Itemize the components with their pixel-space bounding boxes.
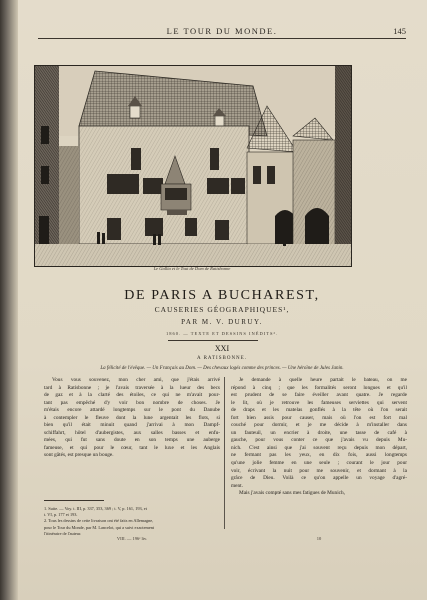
text-line: schiffahrt, hôtel d'aubergistes, aux salles basses et enfu-	[44, 429, 220, 436]
text-line: mées, qui fut sans doute en son temps une auberge	[44, 437, 220, 444]
footnote-line: pour le Tour du Monde, par M. Lancelot, qui a suivi exactement	[44, 524, 155, 530]
article-dates: 1860. — TEXTE ET DESSINS INÉDITS².	[165, 331, 279, 336]
text-line: le lit, où je retrouve les fameuses serviettes qui servent	[231, 399, 407, 406]
article-subtitle: CAUSERIES GÉOGRAPHIQUES¹,	[154, 305, 290, 314]
text-line: est prudent de se faire éveiller avant quatre. Je regarde	[231, 392, 407, 399]
column-divider	[224, 377, 225, 529]
text-line: Mais j'avais compté sans mes fatigues de Munich,	[239, 490, 345, 497]
footnote-line: l'itinéraire de l'auteur.	[44, 530, 82, 536]
text-line: de gaz et à la clarté des étoiles, ce qui ne m'avait pour-	[44, 392, 220, 399]
text-line: grâce de Dieu. Voilà ce qu'on appelle un voyage d'agré-	[231, 475, 407, 482]
footnotes	[44, 506, 220, 537]
text-line: qu'une jolie femme en une seule ; courant le jour pour	[231, 460, 407, 467]
text-line: de draps et les matelas gonflés à la tête où l'on serait	[231, 407, 407, 414]
gathering-number: 10	[316, 536, 322, 541]
footnote-rule	[44, 500, 104, 501]
running-head	[38, 24, 406, 39]
text-line: tant pas empêché d'y voir bon nombre de choses. Je	[44, 399, 220, 406]
text-line: un fauteuil, un encrier à droite, une tasse de café à	[231, 429, 407, 436]
footnote-line: t. VI, p. 177 et 193.	[44, 512, 78, 518]
text-line: à contempler le fleuve dont la lune argentait les flots, si	[44, 414, 220, 421]
text-line: couché pour dormir, et je me décide à m'installer dans	[231, 422, 407, 429]
divider-rule	[168, 340, 258, 341]
text-line: fort bien assis pour causer, mais où l'on est fort mal	[231, 414, 407, 421]
chapter-number: XXI	[214, 344, 230, 353]
text-line: ment.	[231, 482, 243, 489]
illustration-caption: Le Gallia et le Tout de Dom de Ratisbonne	[153, 266, 231, 271]
text-line: nich. C'est ainsi que j'ai souvent reçu depuis mon départ,	[231, 444, 407, 451]
footnote-line: 1. Suite. — Voy. t. III, p. 337, 353, 369 ; t. V, p. 161, 193, et	[44, 506, 147, 511]
text-line: tard à Ratisbonne ; je l'avais traversée à la lueur des becs	[44, 384, 220, 391]
left-column-text	[44, 377, 220, 460]
chapter-title: A RATISBONNE.	[197, 356, 247, 361]
text-line: m'étais encore attardé longtemps sur le pont du Danube	[44, 407, 220, 414]
printer-signature: VIII. — 196ᵉ liv.	[116, 536, 148, 541]
text-line: Vous vous souvenez, mon cher ami, que j'étais arrivé	[52, 377, 220, 383]
page	[18, 0, 427, 600]
text-line: répond à cinq ; que les formalités seront longues et qu'il	[231, 384, 407, 391]
footnote-line: 2. Tous les dessins de cette livraison ont été faits en Allemagne,	[44, 518, 154, 524]
chapter-summary: La félicité de l'évêque. — Un Français au Dom. — Des chevaux logés comme des princes. — Une héroïne de Jules Janin.	[100, 366, 344, 371]
text-line: sont gâtés, est presque un bouge.	[44, 452, 114, 459]
right-column-text	[231, 377, 407, 498]
engraving-illustration	[34, 65, 352, 267]
text-line: fameuse, et qui pour le cœur, tant le luxe et les Anglais	[44, 444, 220, 451]
text-line: voir, écrivant la nuit pour me souvenir, et dormant à la	[231, 467, 407, 474]
engraving-drawing	[35, 66, 351, 266]
running-title: LE TOUR DU MONDE.	[166, 26, 278, 36]
text-line: gauche, pour vous conter ce que j'avais vu depuis Mu-	[231, 437, 407, 444]
page-number: 145	[393, 26, 406, 36]
article-author: PAR M. V. DURUY.	[181, 318, 263, 326]
article-title: DE PARIS A BUCHAREST,	[124, 288, 320, 303]
text-line: ne fermant pas les yeux, en dix fois, aussi longtemps	[231, 452, 407, 459]
text-line: Je demande à quelle heure partait le bateau, on me	[239, 377, 407, 383]
text-line: bien qu'il était minuit quand j'arrivai à mon Dampf-	[44, 422, 220, 429]
